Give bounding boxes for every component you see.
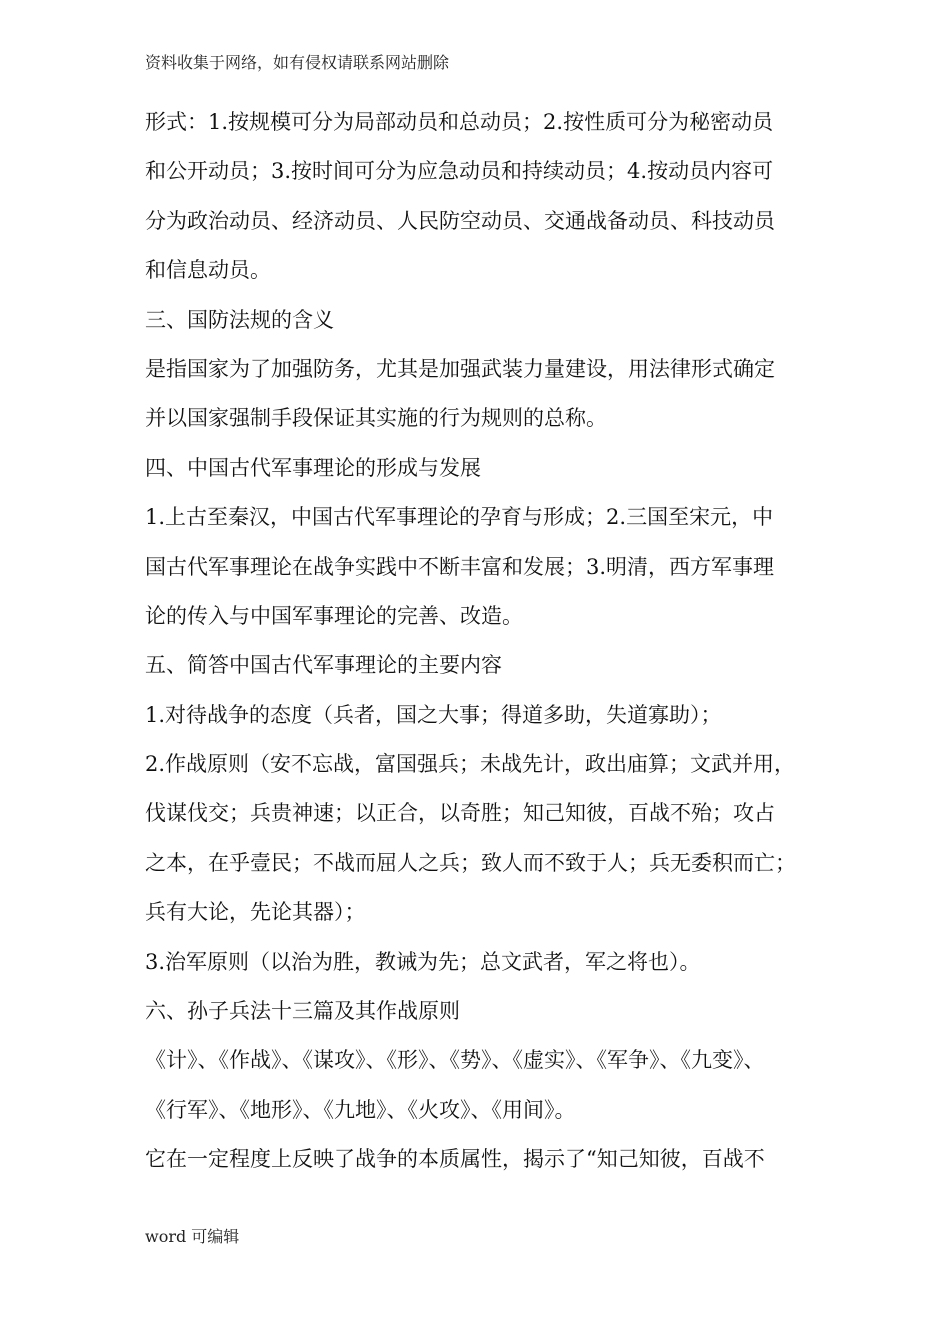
body-line: 和公开动员；3.按时间可分为应急动员和持续动员；4.按动员内容可 <box>145 159 774 184</box>
body-line: 和信息动员。 <box>145 258 271 283</box>
section-heading: 四、中国古代军事理论的形成与发展 <box>145 455 481 480</box>
body-line: 伐谋伐交；兵贵神速；以正合，以奇胜；知己知彼，百战不殆；攻占 <box>145 801 775 826</box>
body-line: 3.治军原则（以治为胜，教诫为先；总文武者，军之将也）。 <box>145 949 701 974</box>
body-line: 《计》、《作战》、《谋攻》、《形》、《势》、《虚实》、《军争》、《九变》、 <box>145 1048 765 1073</box>
document-body <box>145 98 825 1185</box>
page-footer-note: word 可编辑 <box>145 1227 240 1246</box>
body-line: 兵有大论，先论其器）； <box>145 900 366 925</box>
section-heading: 五、简答中国古代军事理论的主要内容 <box>145 653 502 678</box>
body-line: 2.作战原则（安不忘战，富国强兵；未战先计，政出庙算；文武并用， <box>145 752 796 777</box>
section-heading: 六、孙子兵法十三篇及其作战原则 <box>145 999 460 1024</box>
body-line: 之本，在乎壹民；不战而屈人之兵；致人而不致于人；兵无委积而亡； <box>145 850 796 875</box>
body-line: 它在一定程度上反映了战争的本质属性，揭示了“知己知彼，百战不 <box>145 1147 765 1172</box>
body-line: 国古代军事理论在战争实践中不断丰富和发展；3.明清，西方军事理 <box>145 554 775 579</box>
body-line: 是指国家为了加强防务，尤其是加强武装力量建设，用法律形式确定 <box>145 356 775 381</box>
body-line: 《行军》、《地形》、《九地》、《火攻》、《用间》。 <box>145 1097 576 1122</box>
body-line: 论的传入与中国军事理论的完善、改造。 <box>145 603 523 628</box>
section-heading: 三、国防法规的含义 <box>145 307 334 332</box>
body-line: 1.对待战争的态度（兵者，国之大事；得道多助，失道寡助）； <box>145 702 722 727</box>
body-line: 形式：1.按规模可分为局部动员和总动员；2.按性质可分为秘密动员 <box>145 110 774 134</box>
body-line: 分为政治动员、经济动员、人民防空动员、交通战备动员、科技动员 <box>145 208 775 233</box>
page-header-note: 资料收集于网络，如有侵权请联系网站删除 <box>145 53 450 72</box>
body-line: 并以国家强制手段保证其实施的行为规则的总称。 <box>145 406 607 431</box>
body-line: 1.上古至秦汉，中国古代军事理论的孕育与形成；2.三国至宋元，中 <box>145 505 774 530</box>
